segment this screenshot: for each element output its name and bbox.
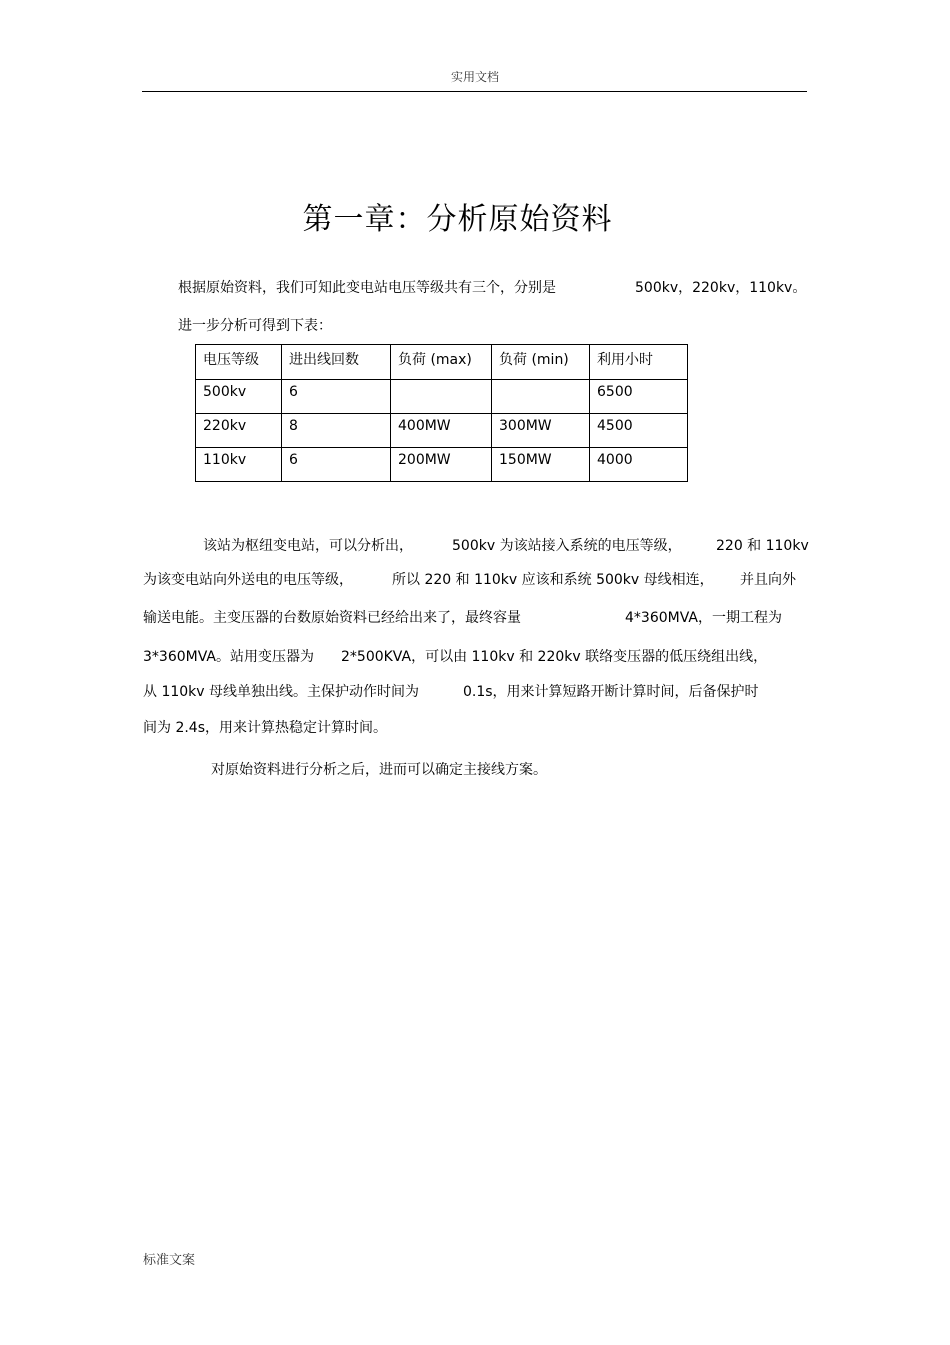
header-divider	[142, 91, 807, 92]
table-cell: 500kv	[196, 380, 282, 414]
table-header-row	[196, 345, 688, 380]
body-paragraph-2: 对原始资料进行分析之后，进而可以确定主接线方案。	[211, 762, 547, 778]
body-line-1-b: 500kv 为该站接入系统的电压等级，	[452, 538, 682, 554]
page-footer: 标准文案	[143, 1253, 196, 1268]
table-cell: 300MW	[492, 414, 590, 448]
body-line-4-a: 3*360MVA。站用变压器为	[143, 649, 314, 665]
table-cell: 150MW	[492, 448, 590, 482]
table-row	[196, 414, 688, 448]
intro-line-1-a: 根据原始资料，我们可知此变电站电压等级共有三个，分别是	[178, 280, 556, 296]
table-row	[196, 448, 688, 482]
body-line-5-a: 从 110kv 母线单独出线。主保护动作时间为	[143, 684, 420, 700]
table-cell: 6	[282, 448, 391, 482]
chapter-title: 第一章：分析原始资料	[302, 202, 613, 237]
body-line-2-c: 并且向外	[740, 572, 796, 588]
table-header-cell: 负荷 (min)	[492, 345, 590, 380]
table-cell	[391, 380, 492, 414]
intro-line-2: 进一步分析可得到下表：	[178, 318, 332, 334]
table-cell: 8	[282, 414, 391, 448]
body-line-4-b: 2*500KVA，可以由 110kv 和 220kv 联络变压器的低压绕组出线，	[341, 649, 768, 665]
body-line-1-c: 220 和 110kv	[716, 538, 809, 554]
body-line-5-b: 0.1s，用来计算短路开断计算时间，后备保护时	[463, 684, 759, 700]
table-cell: 4500	[590, 414, 688, 448]
body-line-2-a: 为该变电站向外送电的电压等级，	[143, 572, 353, 588]
body-line-1-a: 该站为枢纽变电站，可以分析出，	[203, 538, 413, 554]
table-cell: 6500	[590, 380, 688, 414]
page-header: 实用文档	[450, 70, 499, 84]
table-header-cell: 利用小时	[590, 345, 688, 380]
table-header-cell: 进出线回数	[282, 345, 391, 380]
table-cell: 200MW	[391, 448, 492, 482]
table-header-cell: 电压等级	[196, 345, 282, 380]
table-cell: 110kv	[196, 448, 282, 482]
intro-line-1-b: 500kv，220kv，110kv。	[635, 280, 807, 296]
body-line-3-b: 4*360MVA，一期工程为	[625, 610, 782, 626]
table-cell: 6	[282, 380, 391, 414]
body-line-6: 间为 2.4s，用来计算热稳定计算时间。	[143, 720, 388, 736]
voltage-table	[195, 344, 688, 482]
body-line-3-a: 输送电能。主变压器的台数原始资料已经给出来了，最终容量	[143, 610, 521, 626]
table-header-cell: 负荷 (max)	[391, 345, 492, 380]
table-cell: 220kv	[196, 414, 282, 448]
table-cell: 400MW	[391, 414, 492, 448]
table-cell: 4000	[590, 448, 688, 482]
table-row	[196, 380, 688, 414]
body-line-2-b: 所以 220 和 110kv 应该和系统 500kv 母线相连，	[392, 572, 714, 588]
table-cell	[492, 380, 590, 414]
